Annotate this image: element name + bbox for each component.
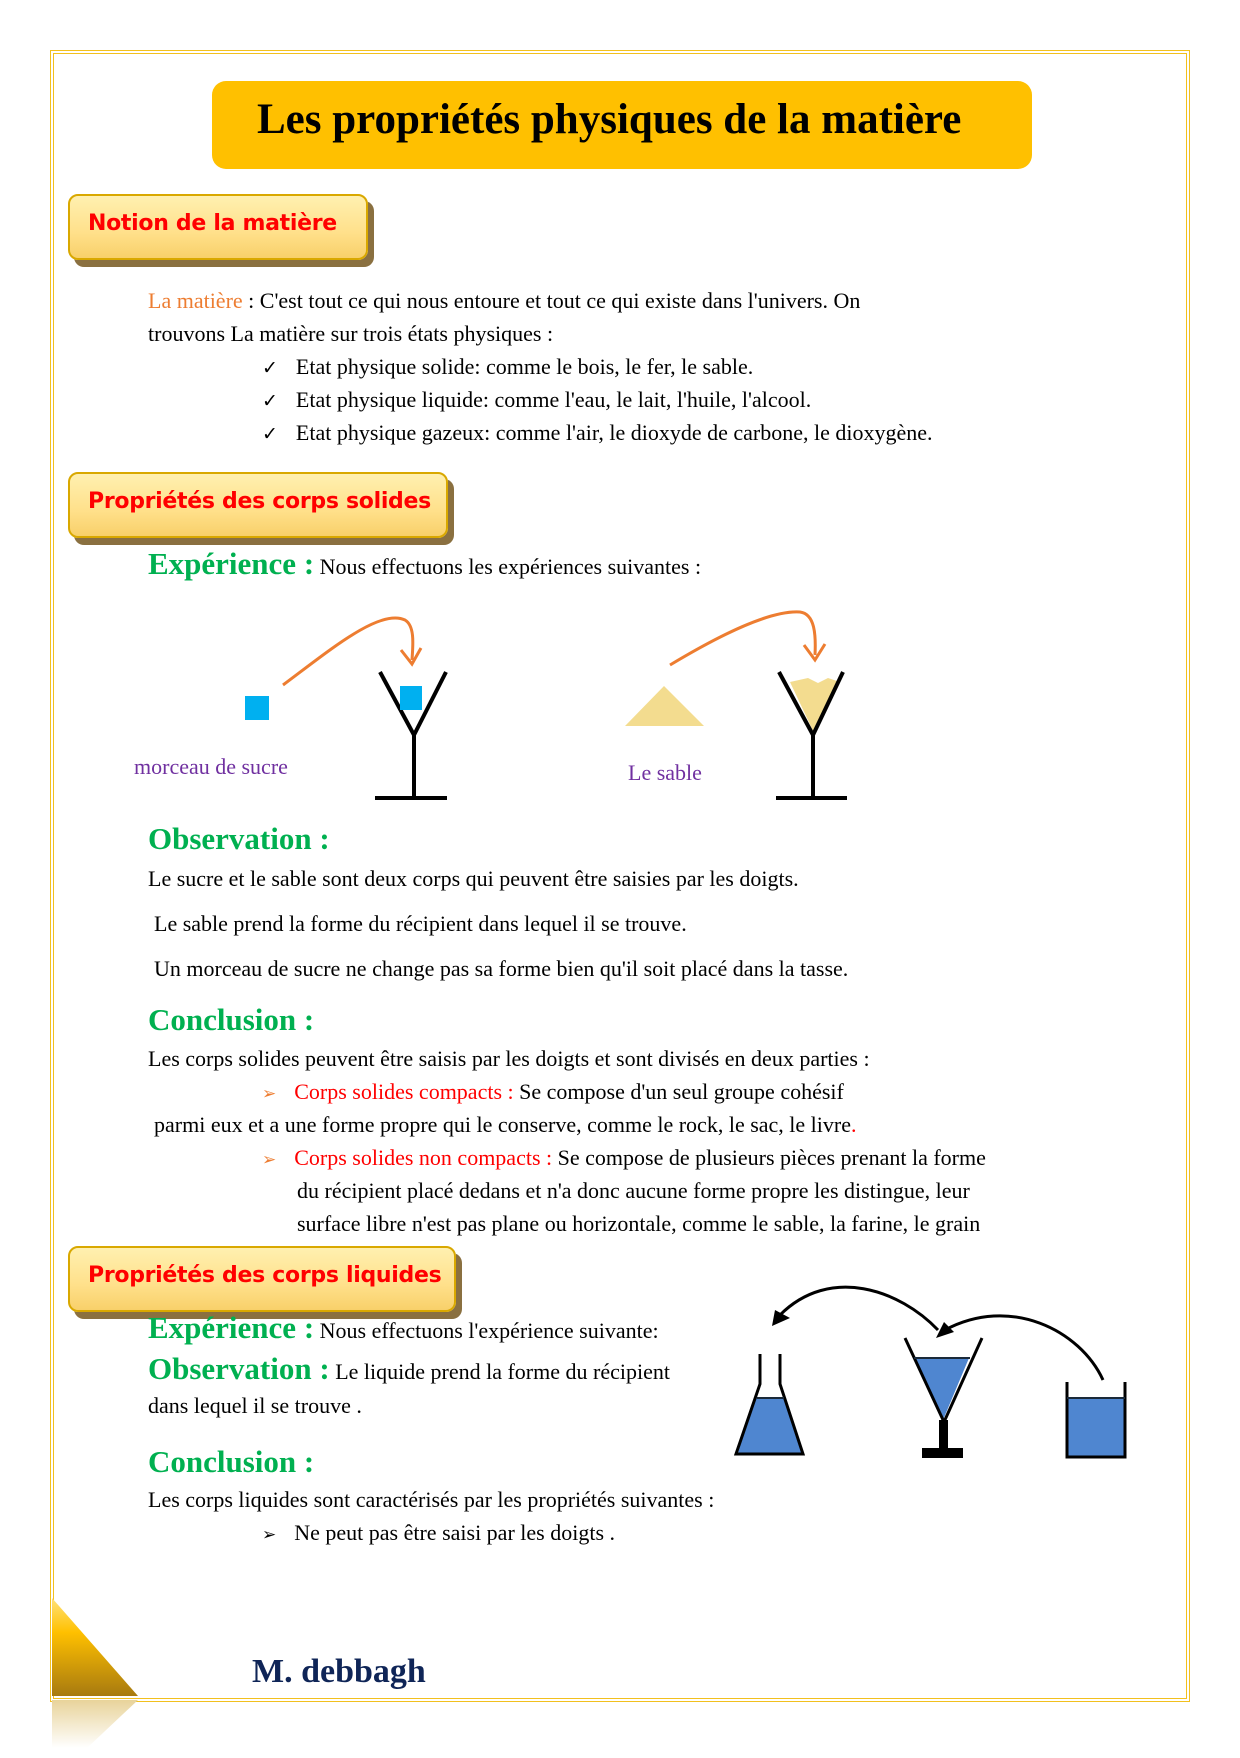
observation-continuation: dans lequel il se trouve . (148, 1393, 362, 1418)
noncompact-solids-item (262, 1147, 986, 1169)
observation-text: Le liquide prend la forme du récipient (329, 1359, 670, 1384)
conclusion-intro-liquides: Les corps liquides sont caractérisés par les propriétés suivantes : (148, 1487, 715, 1512)
arrow-bullet-icon: ➢ (262, 1525, 277, 1544)
noncompact-continuation: surface libre n'est pas plane ou horizontale, comme le sable, la farine, le grain (297, 1211, 981, 1236)
period: . (851, 1112, 857, 1137)
funnel-glass-icon (905, 1338, 982, 1458)
section-heading-label: Propriétés des corps solides (88, 489, 431, 514)
pour-arrow-icon (780, 1287, 938, 1330)
term-matiere: La matière (148, 288, 243, 313)
state-text: Etat physique liquide: comme l'eau, le lait, l'huile, l'alcool. (295, 387, 812, 412)
definition-line-1 (148, 290, 860, 312)
conclusion-intro: Les corps solides peuvent être saisis par les doigts et sont divisés en deux parties : (148, 1046, 870, 1071)
check-icon: ✓ (262, 424, 278, 445)
section-heading-label: Propriétés des corps liquides (88, 1263, 442, 1288)
noncompact-text: Se compose de plusieurs pièces prenant la forme (552, 1145, 986, 1170)
section-heading-notion (68, 194, 368, 260)
definition-line-2: trouvons La matière sur trois états physiques : (148, 321, 554, 346)
page-title: Les propriétés physiques de la matière (257, 96, 962, 143)
beaker-icon (1067, 1382, 1125, 1457)
noncompact-term: Corps solides non compacts : (294, 1145, 553, 1170)
compact-term: Corps solides compacts : (294, 1079, 514, 1104)
sand-pile-icon (625, 686, 704, 726)
experience-label: Expérience : (148, 546, 315, 581)
observation-line: Le sucre et le sable sont deux corps qui peuvent être saisies par les doigts. (148, 866, 799, 891)
observation-label: Observation : (148, 1351, 330, 1386)
title-banner (212, 81, 1032, 169)
experience-text: Nous effectuons l'expérience suivante: (314, 1318, 659, 1343)
compact-solids-item (262, 1081, 844, 1103)
check-icon: ✓ (262, 358, 278, 379)
observation-label-solides: Observation : (148, 821, 330, 856)
liquid-property-item (262, 1522, 615, 1544)
observation-line: Le sable prend la forme du récipient dans lequel il se trouve. (154, 911, 687, 936)
section-heading-label: Notion de la matière (88, 211, 337, 236)
check-icon: ✓ (262, 391, 278, 412)
noncompact-continuation: du récipient placé dedans et n'a donc aucune forme propre les distingue, leur (297, 1178, 970, 1203)
conclusion-label-liquides: Conclusion : (148, 1444, 315, 1479)
experience-label: Expérience : (148, 1310, 315, 1345)
sugar-cube-in-glass-icon (400, 686, 422, 710)
observation-line: Un morceau de sucre ne change pas sa forme bien qu'il soit placé dans la tasse. (154, 956, 849, 981)
experience-line-solides (148, 548, 701, 579)
state-text: Etat physique solide: comme le bois, le fer, le sable. (295, 354, 754, 379)
corner-triangle-decoration (52, 1598, 212, 1758)
definition-text: : C'est tout ce qui nous entoure et tout ce qui existe dans l'univers. On (242, 288, 861, 313)
section-heading-solides (68, 472, 448, 538)
property-text: Ne peut pas être saisi par les doigts . (294, 1520, 616, 1545)
arrow-bullet-icon: ➢ (262, 1084, 277, 1103)
author-name: M. debbagh (252, 1653, 426, 1690)
sugar-cube-icon (245, 696, 269, 720)
state-text: Etat physique gazeux: comme l'air, le dioxyde de carbone, le dioxygène. (295, 420, 933, 445)
compact-text: parmi eux et a une forme propre qui le conserve, comme le rock, le sac, le livre (154, 1112, 851, 1137)
compact-text: Se compose d'un seul groupe cohésif (513, 1079, 844, 1104)
figure-label-sugar: morceau de sucre (134, 754, 288, 779)
pour-arrow-icon (670, 612, 815, 665)
figure-label-sand: Le sable (628, 760, 702, 785)
experience-text: Nous effectuons les expériences suivantes : (314, 554, 702, 579)
compact-solids-continuation (154, 1114, 857, 1136)
conclusion-label-solides: Conclusion : (148, 1002, 315, 1037)
state-item-liquid (262, 389, 811, 411)
arrow-bullet-icon: ➢ (262, 1150, 277, 1169)
state-item-gas (262, 422, 933, 444)
flask-icon (736, 1354, 803, 1454)
pour-arrow-icon (283, 618, 413, 685)
state-item-solid (262, 356, 753, 378)
